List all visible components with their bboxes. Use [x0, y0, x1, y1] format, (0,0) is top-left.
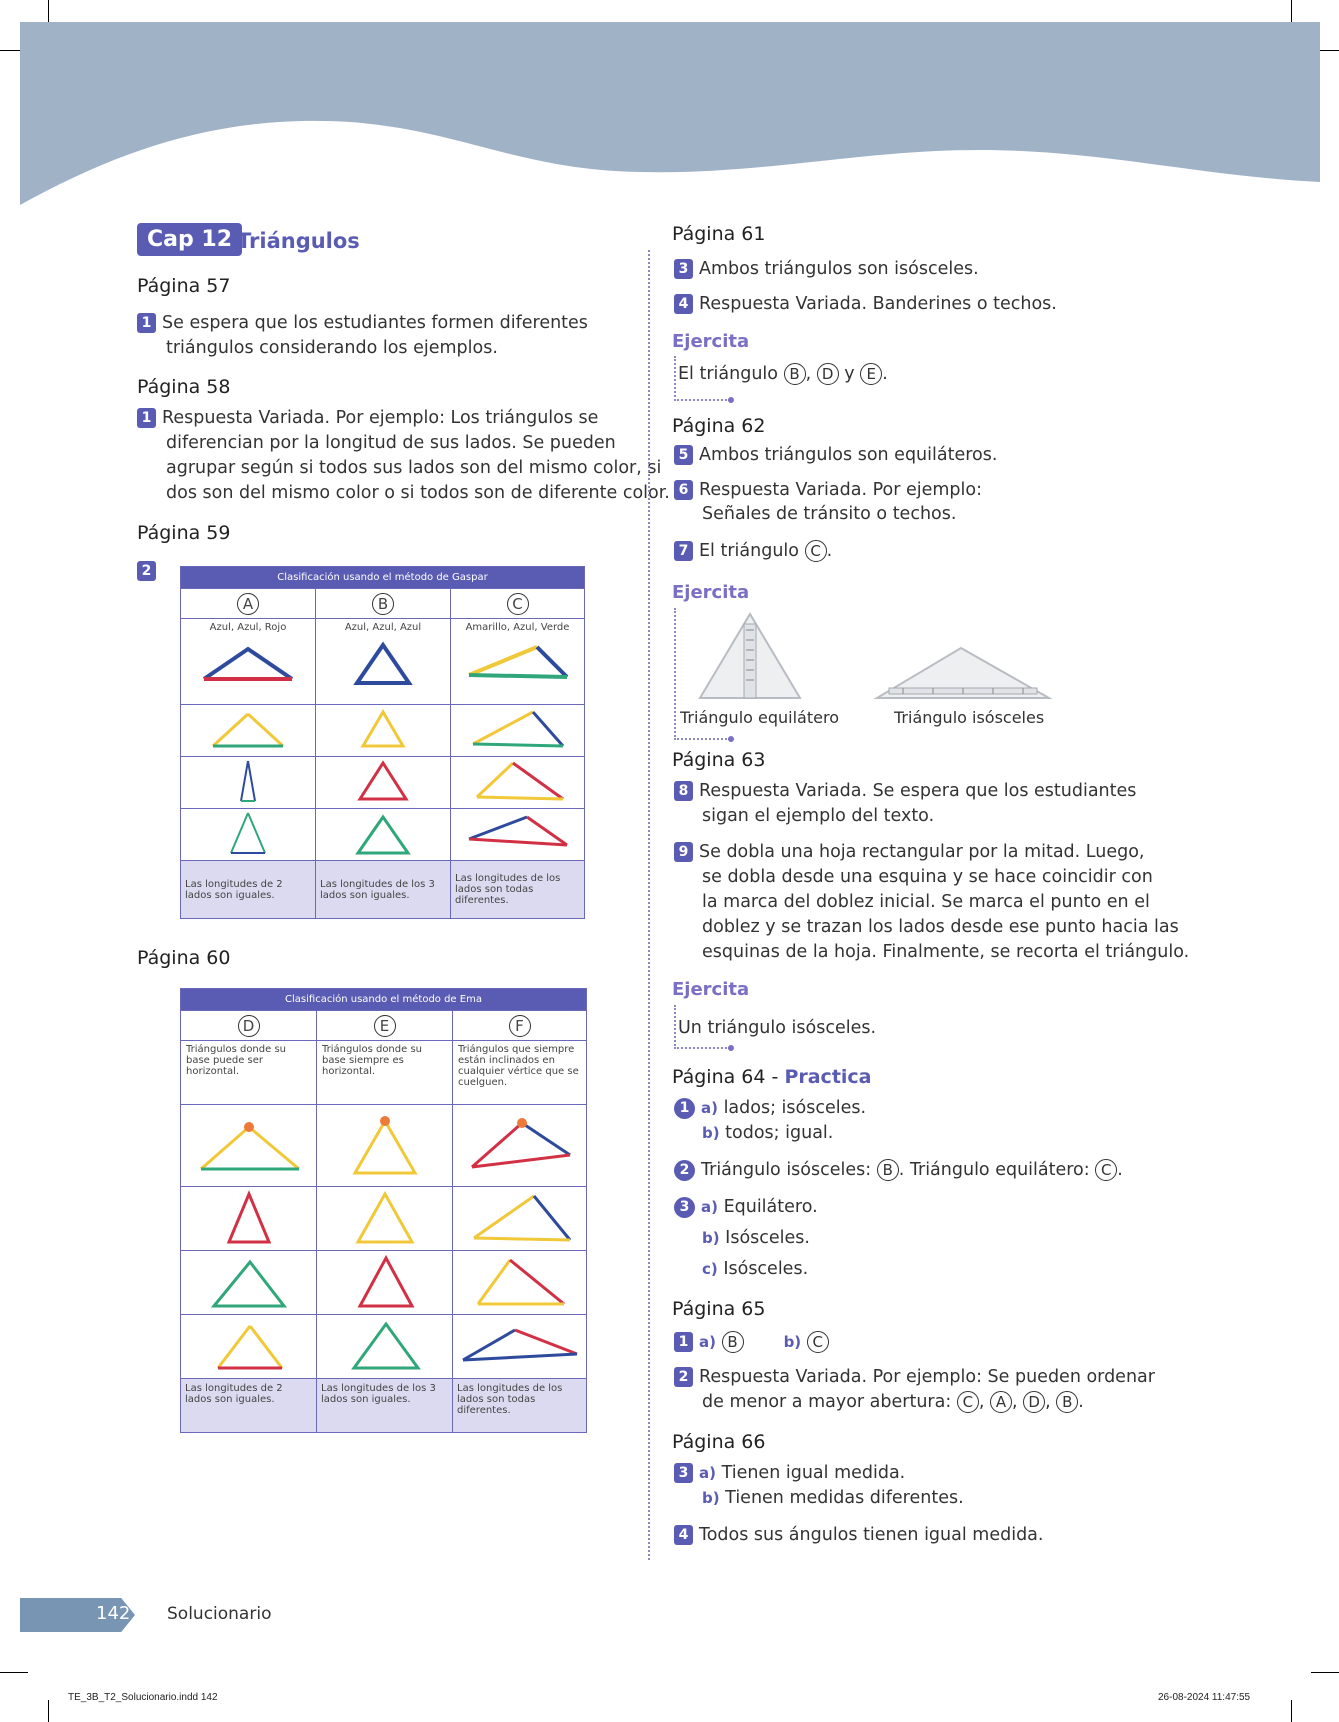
answer-text: c) Isósceles.	[702, 1259, 809, 1279]
page-heading: Página 58	[137, 376, 231, 398]
answer-item: 4 Respuesta Variada. Banderines o techos.	[674, 292, 1057, 317]
crop-mark	[48, 1700, 49, 1722]
answer-item: 2	[137, 559, 162, 584]
page-heading: Página 63	[672, 749, 766, 771]
answer-text: b) Isósceles.	[702, 1228, 810, 1248]
triangle-figure	[330, 1252, 440, 1310]
ema-table	[180, 988, 587, 1433]
figure-caption: Triángulo isósceles	[894, 708, 1045, 727]
answer-text: b) todos; igual.	[702, 1123, 834, 1143]
crop-mark	[0, 1672, 28, 1673]
table-title: Clasificación usando el método de Gaspar	[181, 567, 585, 589]
answer-item: 3 a) Tienen igual medida.	[674, 1461, 905, 1486]
answer-item: 3 a) Equilátero.	[674, 1195, 818, 1220]
triangle-figure	[463, 757, 573, 805]
page-heading: Página 57	[137, 275, 231, 297]
label-b: B	[372, 593, 394, 615]
crop-mark	[1311, 1672, 1339, 1673]
page-heading: Página 60	[137, 947, 231, 969]
answer-item: 1 Respuesta Variada. Por ejemplo: Los triángulos se	[137, 406, 598, 431]
triangle-figure	[203, 706, 293, 752]
color-label: Amarillo, Azul, Verde	[465, 622, 570, 633]
triangle-figure	[463, 633, 573, 693]
header-wave	[0, 0, 1339, 215]
answer-item: 2 Triángulo isósceles: B . Triángulo equilátero: C .	[674, 1158, 1123, 1183]
answer-item: 5 Ambos triángulos son equiláteros.	[674, 443, 997, 468]
table-footer: Las longitudes de los lados son todas diferentes.	[453, 1379, 587, 1433]
label-f: F	[509, 1015, 531, 1037]
answer-text: la marca del doblez inicial. Se marca el punto en el	[702, 892, 1150, 912]
table-footer: Las longitudes de 2 lados son iguales.	[181, 861, 316, 919]
triangle-figure	[330, 1316, 440, 1374]
color-label: Azul, Azul, Azul	[344, 622, 422, 633]
answer-text: diferencian por la longitud de sus lados. Se pueden	[166, 433, 616, 453]
table-footer: Las longitudes de los 3 lados son iguales.	[317, 1379, 453, 1433]
label-c: C	[507, 593, 529, 615]
answer-item: 9 Se dobla una hoja rectangular por la mitad. Luego,	[674, 840, 1144, 865]
label-d: D	[238, 1015, 260, 1037]
page-heading: Página 64 - Practica	[672, 1066, 872, 1088]
answer-item: 8 Respuesta Variada. Se espera que los estudiantes	[674, 779, 1136, 804]
page-number: 142	[96, 1603, 131, 1624]
ejercita-label: Ejercita	[672, 582, 750, 603]
triangle-figure	[340, 1188, 430, 1246]
file-slug: TE_3B_T2_Solucionario.indd 142	[68, 1692, 218, 1703]
answer-item: 3 Ambos triángulos son isósceles.	[674, 257, 979, 282]
label-a: A	[237, 593, 259, 615]
answer-text: b) Tienen medidas diferentes.	[702, 1488, 964, 1508]
crop-mark	[1291, 1700, 1292, 1722]
triangle-figure	[463, 706, 573, 752]
page-heading: Página 62	[672, 415, 766, 437]
page-heading: Página 66	[672, 1431, 766, 1453]
label-e: E	[374, 1015, 396, 1037]
gaspar-table	[180, 566, 585, 919]
triangle-figure	[198, 633, 298, 693]
answer-item: 7 El triángulo C .	[674, 539, 832, 564]
table-title: Clasificación usando el método de Ema	[181, 989, 587, 1011]
color-label: Azul, Azul, Rojo	[209, 622, 287, 633]
ejercita-answer: El triángulo B , D y E .	[678, 364, 888, 384]
answer-text: agrupar según si todos sus lados son del mismo color, si	[166, 458, 662, 478]
section-label: Solucionario	[167, 1604, 272, 1624]
answer-text: de menor a mayor abertura: C , A , D , B .	[702, 1392, 1084, 1412]
answer-text: se dobla desde una esquina y se hace coincidir con	[702, 867, 1153, 887]
answer-item: 1 a) B b) C	[674, 1330, 829, 1355]
triangle-figure	[338, 809, 428, 857]
ejercita-answer: Un triángulo isósceles.	[678, 1018, 877, 1038]
triangle-figure	[203, 809, 293, 857]
answer-text: doblez y se trazan los lados desde ese punto hacia las	[702, 917, 1179, 937]
answer-text: triángulos considerando los ejemplos.	[166, 338, 498, 358]
column-divider	[648, 250, 650, 1560]
figure-caption: Triángulo equilátero	[680, 708, 839, 727]
answer-text: dos son del mismo color o si todos son de diferente color.	[166, 483, 670, 503]
page-heading: Página 59	[137, 522, 231, 544]
chapter-tag: Cap 12	[137, 223, 242, 256]
answer-item: 1 Se espera que los estudiantes formen diferentes	[137, 311, 588, 336]
table-footer: Las longitudes de los lados son todas diferentes.	[451, 861, 585, 919]
equilateral-ruler-icon	[690, 610, 810, 702]
ejercita-label: Ejercita	[672, 331, 750, 352]
isosceles-ruler-icon	[873, 644, 1053, 702]
triangle-figure	[460, 1109, 580, 1179]
triangle-figure	[194, 1316, 304, 1374]
ejercita-label: Ejercita	[672, 979, 750, 1000]
answer-item: 2 Respuesta Variada. Por ejemplo: Se pueden ordenar	[674, 1365, 1155, 1390]
triangle-figure	[463, 809, 573, 857]
triangle-figure	[455, 1316, 585, 1374]
triangle-figure	[338, 706, 428, 752]
answer-text: Señales de tránsito o techos.	[702, 504, 957, 524]
triangle-figure	[460, 1252, 580, 1310]
triangle-figure	[333, 633, 433, 693]
triangle-figure	[460, 1188, 580, 1246]
answer-item: 6 Respuesta Variada. Por ejemplo:	[674, 478, 982, 503]
page-heading: Página 61	[672, 223, 766, 245]
triangle-figure	[194, 1252, 304, 1310]
answer-text: esquinas de la hoja. Finalmente, se recorta el triángulo.	[702, 942, 1190, 962]
answer-text: sigan el ejemplo del texto.	[702, 806, 935, 826]
triangle-figure	[338, 757, 428, 805]
answer-item: 1 a) lados; isósceles.	[674, 1096, 866, 1121]
page-heading: Página 65	[672, 1298, 766, 1320]
triangle-figure	[325, 1109, 445, 1179]
table-footer: Las longitudes de los 3 lados son iguales.	[316, 861, 451, 919]
table-description: Triángulos donde su base siempre es horizontal.	[317, 1041, 453, 1105]
table-footer: Las longitudes de 2 lados son iguales.	[181, 1379, 317, 1433]
date-slug: 26-08-2024 11:47:55	[1158, 1692, 1251, 1703]
chapter-title: Triángulos	[237, 229, 360, 253]
table-description: Triángulos donde su base puede ser horizontal.	[181, 1041, 317, 1105]
answer-item: 4 Todos sus ángulos tienen igual medida.	[674, 1523, 1043, 1548]
triangle-figure	[203, 757, 293, 805]
table-description: Triángulos que siempre están inclinados en cualquier vértice que se cuelguen.	[453, 1041, 587, 1105]
triangle-figure	[189, 1109, 309, 1179]
triangle-figure	[204, 1188, 294, 1246]
